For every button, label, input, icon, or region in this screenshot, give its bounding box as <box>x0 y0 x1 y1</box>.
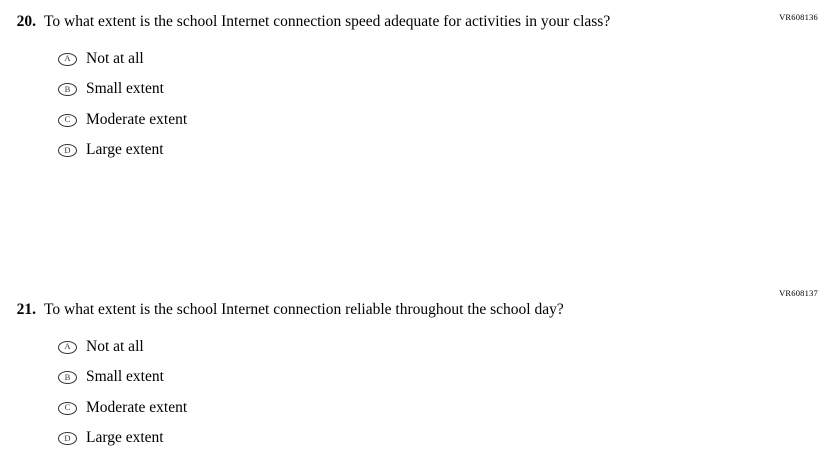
radio-bubble-icon[interactable] <box>58 53 77 66</box>
question-block-21 <box>0 288 830 454</box>
bubble-letter: A <box>64 53 71 64</box>
radio-bubble-icon[interactable] <box>58 432 77 445</box>
question-number: 21. <box>16 301 36 318</box>
radio-bubble-icon[interactable] <box>58 341 77 354</box>
answer-option[interactable] <box>58 105 830 136</box>
bubble-letter: B <box>64 371 71 382</box>
question-heading <box>0 300 830 321</box>
answer-option[interactable] <box>58 332 830 363</box>
bubble-letter: B <box>64 83 71 94</box>
question-id-code: VR608136 <box>779 12 818 22</box>
radio-bubble-icon[interactable] <box>58 83 77 96</box>
answer-option-label: Small extent <box>86 80 164 98</box>
bubble-letter: D <box>64 144 71 155</box>
answer-option[interactable] <box>58 423 830 454</box>
answer-options-list <box>0 332 830 454</box>
radio-bubble-icon[interactable] <box>58 144 77 157</box>
question-text: To what extent is the school Internet connection speed adequate for activities in your class? <box>44 13 611 30</box>
radio-bubble-icon[interactable] <box>58 371 77 384</box>
answer-option-label: Small extent <box>86 368 164 386</box>
answer-option-label: Moderate extent <box>86 398 188 416</box>
answer-option[interactable] <box>58 393 830 424</box>
question-heading <box>0 12 830 33</box>
bubble-letter: C <box>64 114 71 125</box>
radio-bubble-icon[interactable] <box>58 402 77 415</box>
question-text: To what extent is the school Internet connection reliable throughout the school day? <box>44 301 564 318</box>
answer-option[interactable] <box>58 44 830 75</box>
answer-option-label: Moderate extent <box>86 110 188 128</box>
question-block-20 <box>0 12 830 166</box>
bubble-letter: C <box>64 402 71 413</box>
answer-options-list <box>0 44 830 166</box>
bubble-letter: A <box>64 341 71 352</box>
answer-option-label: Large extent <box>86 141 164 159</box>
answer-option[interactable] <box>58 362 830 393</box>
answer-option-label: Large extent <box>86 429 164 447</box>
question-id-code: VR608137 <box>779 288 818 298</box>
bubble-letter: D <box>64 432 71 443</box>
radio-bubble-icon[interactable] <box>58 114 77 127</box>
answer-option-label: Not at all <box>86 49 144 67</box>
answer-option[interactable] <box>58 74 830 105</box>
answer-option[interactable] <box>58 135 830 166</box>
question-number: 20. <box>16 13 36 30</box>
answer-option-label: Not at all <box>86 337 144 355</box>
